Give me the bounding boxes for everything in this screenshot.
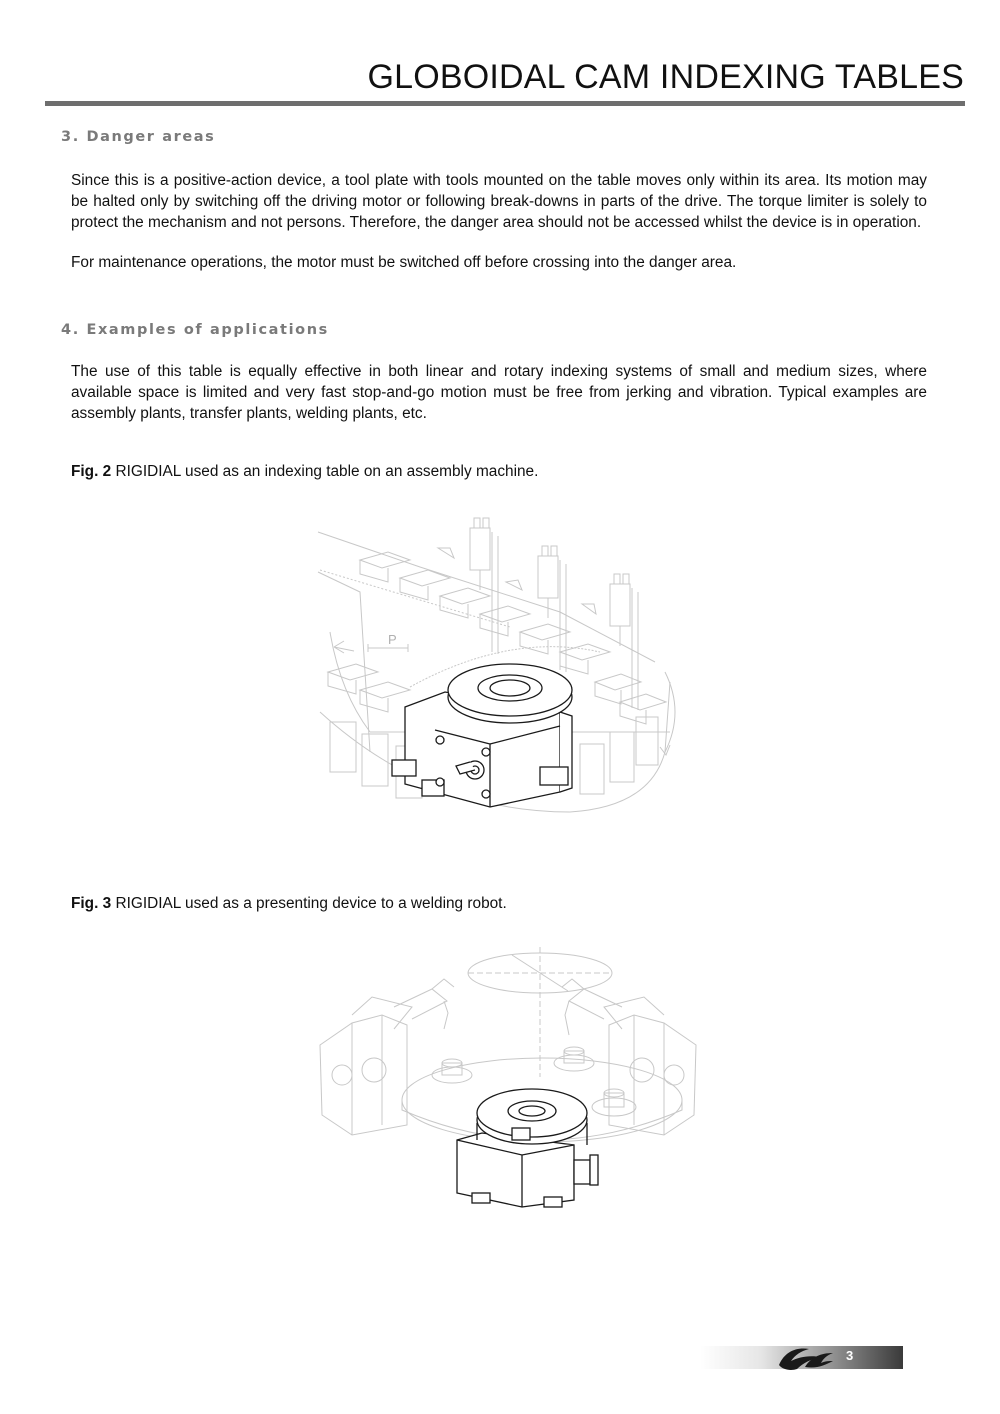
figure-3-caption-text: RIGIDIAL used as a presenting device to a welding robot. xyxy=(111,895,507,912)
figure-3-caption xyxy=(71,895,507,913)
company-logo-icon xyxy=(775,1341,837,1373)
page-number: 3 xyxy=(846,1348,854,1363)
pitch-annotation-label: P xyxy=(388,632,397,647)
figure-2-label: Fig. 2 xyxy=(71,463,112,480)
section-heading-examples: 4. Examples of applications xyxy=(61,322,329,338)
danger-areas-paragraph-2: For maintenance operations, the motor must be switched off before crossing into the danger area. xyxy=(71,254,737,271)
danger-areas-paragraph-1: Since this is a positive-action device, a tool plate with tools mounted on the table moves only within its area. Its motion may be halted only by switching off the driving motor or following break-downs in parts of the drive. The torque limiter is solely to protect the mechanism and not persons. Therefore, the danger area should not be accessed whilst the device is in operation. xyxy=(71,172,927,231)
header-rule xyxy=(45,101,965,106)
figure-2-caption-text: RIGIDIAL used as an indexing table on an assembly machine. xyxy=(111,463,539,480)
figure-3-label: Fig. 3 xyxy=(71,895,112,912)
figure-3-welding-robot-illustration xyxy=(312,945,704,1210)
figure-2-caption xyxy=(71,463,538,481)
section-heading-danger-areas: 3. Danger areas xyxy=(61,129,216,145)
examples-paragraph: The use of this table is equally effective in both linear and rotary indexing systems of small and medium sizes, where available space is limited and very fast stop-and-go motion must be free from jerking and vibration. Typical examples are assembly plants, transfer plants, welding plants, etc. xyxy=(71,363,927,422)
document-title: GLOBOIDAL CAM INDEXING TABLES xyxy=(367,58,964,96)
figure-2-assembly-machine-illustration xyxy=(310,512,690,822)
